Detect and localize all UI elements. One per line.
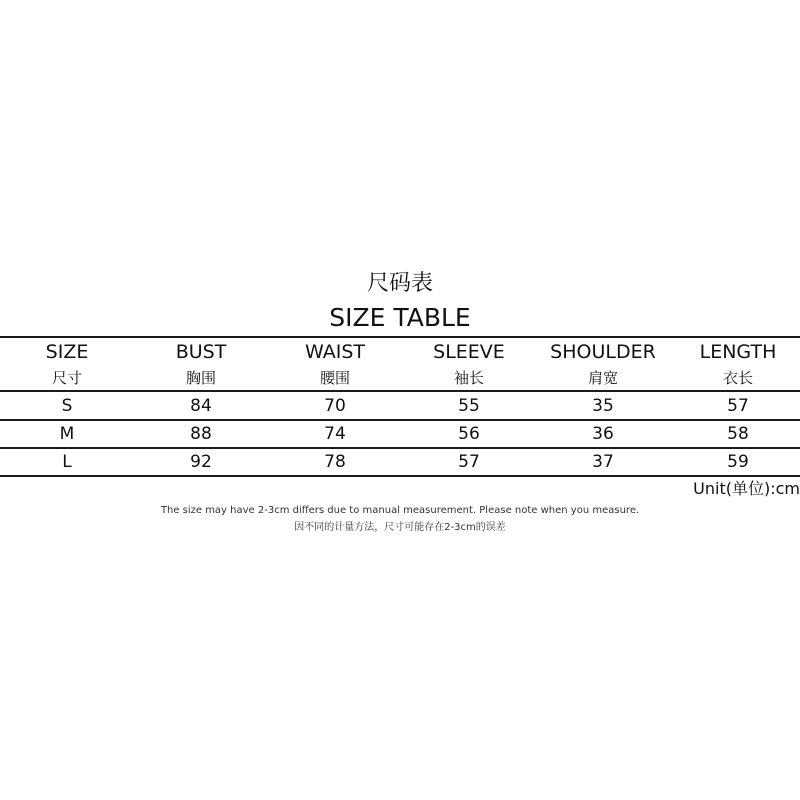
cell-shoulder: 37 — [592, 452, 614, 472]
header-sleeve-chinese: 袖长 — [453, 369, 484, 387]
cell-shoulder: 36 — [592, 424, 614, 444]
header-length: LENGTH — [699, 341, 777, 363]
cell-bust: 88 — [190, 424, 212, 444]
size-table-title: SIZE TABLE — [329, 303, 471, 332]
measurement-note-chinese: 因不同的计量方法，尺寸可能存在2-3cm的误差 — [294, 522, 506, 533]
cell-length: 58 — [727, 424, 749, 444]
header-size-chinese: 尺寸 — [51, 369, 82, 387]
cell-size: M — [59, 424, 75, 444]
unit-label: Unit(单位):cm — [693, 479, 800, 498]
measurement-note: The size may have 2-3cm differs due to manual measurement. Please note when you measure. — [160, 505, 640, 516]
cell-size: S — [61, 396, 73, 416]
cell-length: 57 — [727, 396, 749, 416]
cell-waist: 70 — [324, 396, 346, 416]
cell-sleeve: 56 — [458, 424, 480, 444]
table-top-rule — [0, 336, 800, 338]
header-shoulder: SHOULDER — [550, 341, 656, 363]
size-table-title-chinese: 尺码表 — [366, 271, 433, 296]
header-sleeve: SLEEVE — [433, 341, 505, 363]
header-waist: WAIST — [304, 341, 365, 363]
cell-bust: 84 — [190, 396, 212, 416]
header-divider-rule — [0, 390, 800, 392]
header-bust: BUST — [175, 341, 227, 363]
header-length-chinese: 衣长 — [722, 369, 753, 387]
header-size: SIZE — [45, 341, 89, 363]
cell-sleeve: 55 — [458, 396, 480, 416]
cell-bust: 92 — [190, 452, 212, 472]
cell-waist: 74 — [324, 424, 346, 444]
cell-waist: 78 — [324, 452, 346, 472]
header-waist-chinese: 腰围 — [319, 369, 350, 387]
cell-length: 59 — [727, 452, 749, 472]
cell-sleeve: 57 — [458, 452, 480, 472]
table-bottom-rule — [0, 475, 800, 477]
cell-size: L — [62, 452, 72, 472]
header-shoulder-chinese: 肩宽 — [587, 369, 618, 387]
cell-shoulder: 35 — [592, 396, 614, 416]
header-bust-chinese: 胸围 — [185, 369, 216, 387]
